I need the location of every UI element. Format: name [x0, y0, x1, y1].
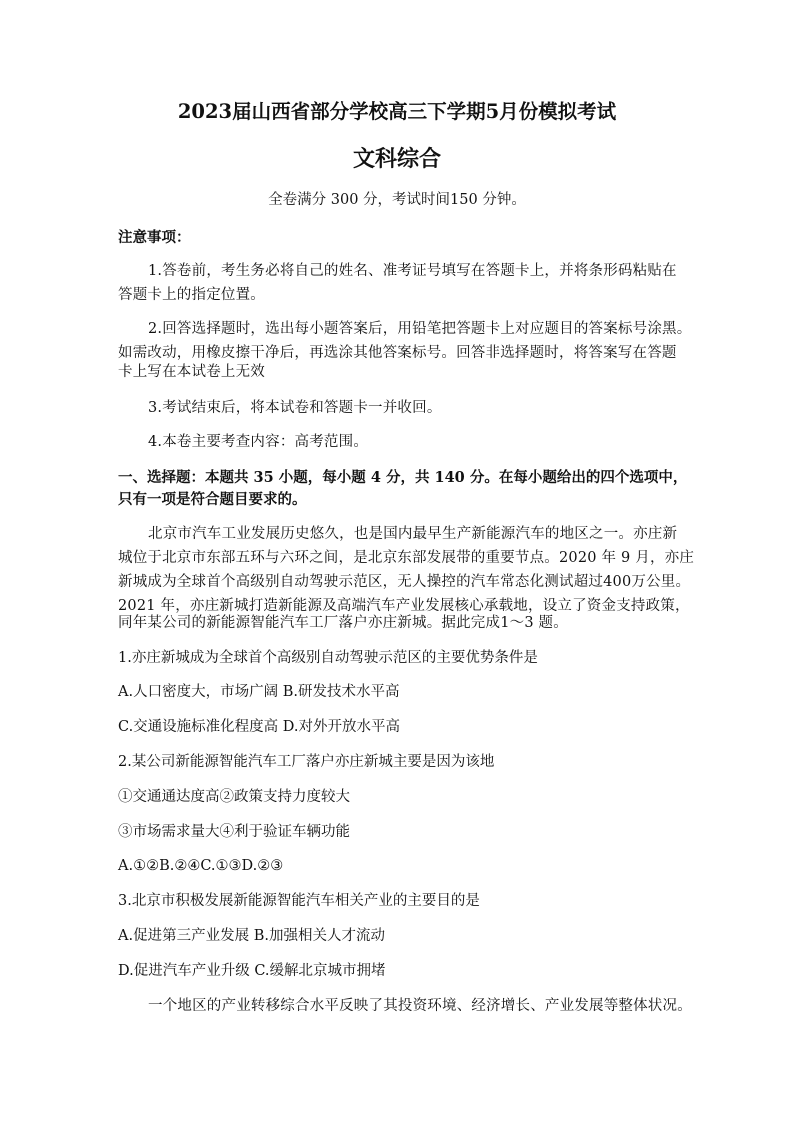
note-item-4: 4.本卷主要考查内容：高考范围。 [148, 434, 369, 450]
passage-1-line-3: 新城成为全球首个高级别自动驾驶示范区，无人操控的汽车常态化测试超过400万公里。 [118, 574, 691, 590]
notes-heading: 注意事项： [118, 229, 191, 246]
section-heading-line-1: 一、选择题：本题共 35 小题，每小题 4 分，共 140 分。在每小题给出的四个选项中， [118, 469, 688, 486]
note-item-3: 3.考试结束后，将本试卷和答题卡一并收回。 [148, 400, 442, 416]
exam-info: 全卷满分 300 分，考试时间150 分钟。 [268, 192, 526, 208]
question-2-items-1-2: ①交通通达度高②政策支持力度较大 [118, 789, 350, 805]
note-item-1-line-2: 答题卡上的指定位置。 [118, 287, 265, 303]
question-3-options-ab: A.促进第三产业发展 B.加强相关人才流动 [118, 928, 385, 944]
note-item-2-line-1: 2.回答选择题时，选出每小题答案后，用铅笔把答题卡上对应题目的答案标号涂黑。 [148, 321, 692, 337]
note-item-1-line-1: 1.答卷前，考生务必将自己的姓名、准考证号填写在答题卡上，并将条形码粘贴在 [148, 263, 677, 279]
passage-1-line-1: 北京市汽车工业发展历史悠久，也是国内最早生产新能源汽车的地区之一。亦庄新 [148, 526, 678, 542]
passage-2-line-1: 一个地区的产业转移综合水平反映了其投资环境、经济增长、产业发展等整体状况。 [148, 998, 692, 1014]
question-2-items-3-4: ③市场需求量大④利于验证车辆功能 [118, 824, 350, 840]
passage-1-line-5: 同年某公司的新能源智能汽车工厂落户亦庄新城。据此完成1～3 题。 [118, 615, 568, 631]
passage-1-line-2: 城位于北京市东部五环与六环之间，是北京东部发展带的重要节点。2020 年 9 月，亦庄 [118, 550, 695, 566]
subject-title: 文科综合 [352, 146, 441, 172]
question-1-options-cd: C.交通设施标准化程度高 D.对外开放水平高 [118, 719, 401, 735]
question-2-stem: 2.某公司新能源智能汽车工厂落户亦庄新城主要是因为该地 [118, 754, 495, 770]
note-item-2-line-2: 如需改动，用橡皮擦干净后，再选涂其他答案标号。回答非选择题时，将答案写在答题 [118, 345, 677, 361]
question-2-options: A.①②B.②④C.①③D.②③ [118, 858, 284, 874]
question-1-options-ab: A.人口密度大，市场广阔 B.研发技术水平高 [118, 684, 400, 700]
question-3-stem: 3.北京市积极发展新能源智能汽车相关产业的主要目的是 [118, 893, 480, 909]
section-heading-line-2: 只有一项是符合题目要求的。 [118, 491, 307, 508]
question-3-options-dc: D.促进汽车产业升级 C.缓解北京城市拥堵 [118, 963, 386, 979]
note-item-2-line-3: 卡上写在本试卷上无效 [118, 364, 265, 380]
question-1-stem: 1.亦庄新城成为全球首个高级别自动驾驶示范区的主要优势条件是 [118, 650, 538, 666]
exam-title: 2023届山西省部分学校高三下学期5月份模拟考试 [177, 100, 617, 123]
passage-1-line-4: 2021 年，亦庄新城打造新能源及高端汽车产业发展核心承载地，设立了资金支持政策， [118, 598, 690, 614]
